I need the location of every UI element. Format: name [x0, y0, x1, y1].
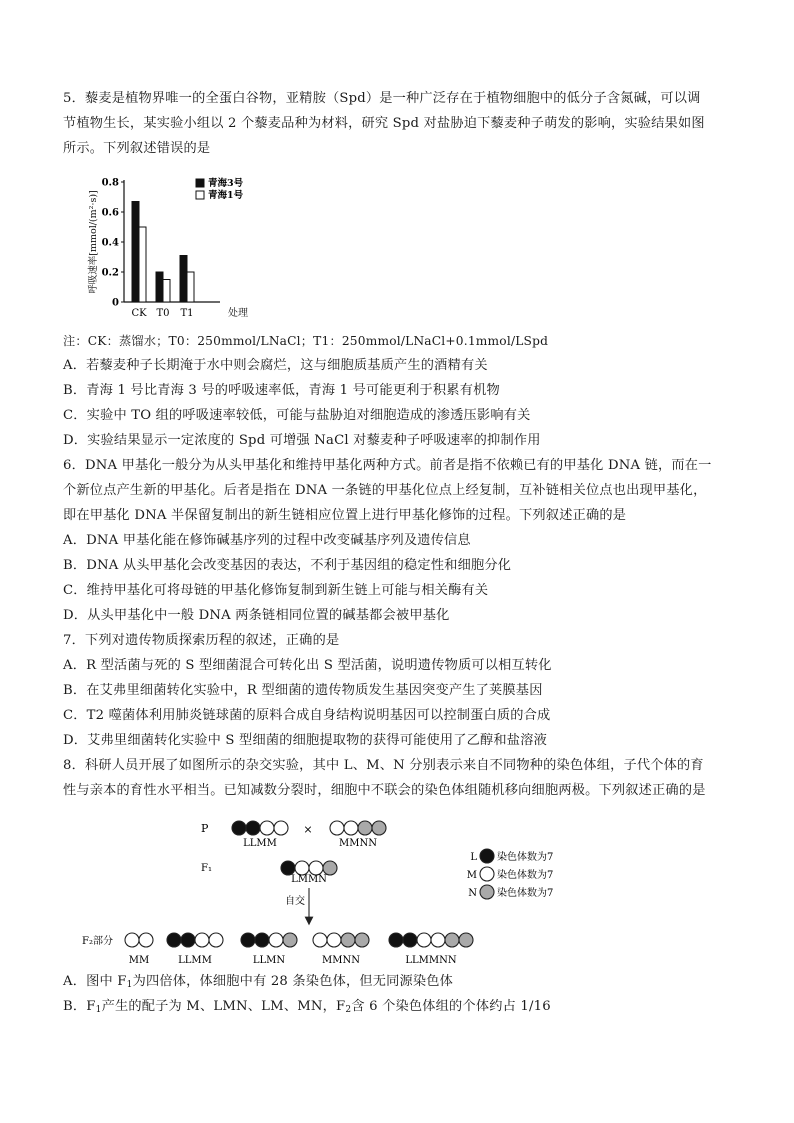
- f2-genotype: LLMN: [252, 955, 286, 966]
- q7-option-b: B．在艾弗里细菌转化实验中，R 型细菌的遗传物质发生基因突变产生了荚膜基因: [63, 683, 543, 698]
- q7-option-d: D．艾弗里细菌转化实验中 S 型细菌的细胞提取物的获得可能使用了乙醇和盐溶液: [63, 733, 547, 748]
- q6-stem-line-1: 6．DNA 甲基化一般分为从头甲基化和维持甲基化两种方式。前者是指不依赖已有的甲基化 DNA 链，而在一: [63, 458, 712, 473]
- chromosome-set-L: [232, 821, 246, 835]
- chromosome-set-N: [283, 933, 297, 947]
- q5-stem-line-3: 所示。下列叙述错误的是: [63, 141, 211, 156]
- chromosome-set-L: [167, 933, 181, 947]
- bar-CK-0: [132, 202, 139, 303]
- f2-row: [70, 925, 630, 969]
- chromosome-set-M: [125, 933, 139, 947]
- chromosome-set-M: [195, 933, 209, 947]
- cross-sign: ×: [303, 823, 313, 836]
- f2-genotype: MM: [128, 955, 150, 966]
- chromosome-set-N: [445, 933, 459, 947]
- x-tick-label: T1: [180, 308, 194, 319]
- y-tick-label: 0.8: [101, 177, 119, 189]
- q8-option-b-sub-2: 2: [345, 1005, 352, 1015]
- q8-stem-line-2: 性与亲本的育性水平相当。已知减数分裂时，细胞中不联会的染色体组随机移向细胞两极。下列叙述正确的是: [63, 783, 706, 798]
- legend-key: N: [468, 888, 477, 899]
- f2-genotype: LLMM: [178, 955, 212, 966]
- y-tick-label: 0.6: [101, 207, 119, 219]
- chart-x-axis: [131, 308, 193, 319]
- chromosome-set-N: [341, 933, 355, 947]
- q8-option-b-text-2: 产生的配子为 M、LMN、LM、MN，F: [101, 999, 346, 1014]
- q5-option-b: B．青海 1 号比青海 3 号的呼吸速率低，青海 1 号可能更利于积累有机物: [63, 383, 500, 398]
- parent1-chromosome-sets: [232, 821, 288, 835]
- bar-T0-1: [163, 280, 170, 303]
- q8-option-b-text-1: B．F: [63, 999, 96, 1014]
- parent2-label: MMNN: [339, 838, 377, 849]
- f1-genotype: LMMN: [291, 874, 327, 885]
- chart-legend: [196, 177, 244, 201]
- legend-text: 染色体数为7: [497, 870, 554, 881]
- chromosome-set-M: [431, 933, 445, 947]
- chart-xlabel: 处理: [228, 308, 248, 319]
- chromosome-set-M: [295, 861, 309, 875]
- chromosome-set-L: [281, 861, 295, 875]
- parent2-chromosome-sets: [330, 821, 386, 835]
- chromosome-set-N: [323, 861, 337, 875]
- q6-option-a: A．DNA 甲基化能在修饰碱基序列的过程中改变碱基序列及遗传信息: [63, 533, 471, 548]
- q5-option-d: D．实验结果显示一定浓度的 Spd 可增强 NaCl 对藜麦种子呼吸速率的抑制作用: [63, 433, 541, 448]
- q7-option-a: A．R 型活菌与死的 S 型细菌混合可转化出 S 型活菌，说明遗传物质可以相互转化: [63, 658, 552, 673]
- q5-stem-line-1: 5．藜麦是植物界唯一的全蛋白谷物，亚精胺（Spd）是一种广泛存在于植物细胞中的低分子含氮碱，可以调: [63, 91, 701, 106]
- q5-option-a: A．若藜麦种子长期淹于水中则会腐烂，这与细胞质基质产生的酒精有关: [63, 358, 488, 373]
- chromosome-set-N: [372, 821, 386, 835]
- bar-CK-1: [139, 227, 146, 302]
- q8-option-a-text-1: A．图中 F: [63, 974, 127, 989]
- q8-option-a: [63, 972, 453, 992]
- chromosome-set-L: [403, 933, 417, 947]
- chromosome-set-M: [209, 933, 223, 947]
- q6-stem-line-3: 即在甲基化 DNA 半保留复制出的新生链相应位置上进行甲基化修饰的过程。下列叙述正确的是: [63, 508, 627, 523]
- q8-option-a-sub: 1: [126, 980, 133, 990]
- f2-label: F₂部分: [82, 936, 113, 947]
- legend-swatch: [196, 179, 204, 187]
- chromosome-set-M: [309, 861, 323, 875]
- f1-chromosome-sets: [281, 861, 337, 875]
- chromosome-set-N: [358, 821, 372, 835]
- chart-bars: [132, 202, 194, 303]
- x-tick-label: CK: [131, 308, 147, 319]
- legend-label: 青海3号: [208, 178, 244, 189]
- chromosome-set-M: [330, 821, 344, 835]
- q5-note: 注：CK：蒸馏水；T0：250mmol/LNaCl；T1：250mmol/LNaCl+0.1mmol/LSpd: [63, 334, 549, 348]
- legend-text: 染色体数为7: [497, 888, 554, 899]
- parent1-label: LLMM: [243, 838, 277, 849]
- q7-stem: 7．下列对遗传物质探索历程的叙述，正确的是: [63, 633, 340, 648]
- chart-ylabel: 呼吸速率[mmol/(m²·s)]: [88, 190, 99, 294]
- bar-T0-0: [156, 272, 163, 302]
- f2-genotype: MMNN: [322, 955, 360, 966]
- q7-option-c: C．T2 噬菌体利用肺炎链球菌的原料合成自身结构说明基因可以控制蛋白质的合成: [63, 708, 551, 723]
- chromosome-set-M: [313, 933, 327, 947]
- legend-key: L: [470, 852, 477, 863]
- legend-key: M: [466, 870, 477, 881]
- y-tick-label: 0.2: [101, 267, 119, 279]
- q8-stem-line-1: 8．科研人员开展了如图所示的杂交实验，其中 L、M、N 分别表示来自不同物种的染色体组，子代个体的育: [63, 758, 704, 773]
- chromosome-set-M: [260, 821, 274, 835]
- chromosome-set-L: [246, 821, 260, 835]
- q6-option-c: C．维持甲基化可将母链的甲基化修饰复制到新生链上可能与相关酶有关: [63, 583, 489, 598]
- legend-swatch: [196, 191, 204, 199]
- legend-circle-M: [480, 867, 494, 881]
- chromosome-set-L: [389, 933, 403, 947]
- chromosome-set-M: [269, 933, 283, 947]
- chromosome-set-M: [417, 933, 431, 947]
- chromosome-set-M: [327, 933, 341, 947]
- f2-genotype: LLMMNN: [405, 955, 457, 966]
- legend-circle-N: [480, 885, 494, 899]
- q8-option-a-text-2: 为四倍体，体细胞中有 28 条染色体，但无同源染色体: [132, 974, 454, 989]
- q5-stem-line-2: 节植物生长，某实验小组以 2 个藜麦品种为材料，研究 Spd 对盐胁迫下藜麦种子萌发的影响，实验结果如图: [63, 116, 705, 131]
- bar-T1-0: [180, 256, 187, 303]
- legend-text: 染色体数为7: [497, 852, 554, 863]
- bar-T1-1: [187, 272, 194, 302]
- x-tick-label: T0: [156, 308, 170, 319]
- legend-circle-L: [480, 849, 494, 863]
- chromosome-set-M: [139, 933, 153, 947]
- chromosome-set-L: [241, 933, 255, 947]
- selfing-label: 自交: [285, 896, 305, 907]
- chromosome-set-legend: [467, 849, 554, 899]
- chromosome-set-M: [344, 821, 358, 835]
- p-label: P: [201, 822, 209, 835]
- q8-option-b-text-3: 含 6 个染色体组的个体约占 1/16: [351, 999, 551, 1014]
- chromosome-set-M: [274, 821, 288, 835]
- chromosome-set-N: [355, 933, 369, 947]
- chromosome-set-N: [459, 933, 473, 947]
- q6-option-b: B．DNA 从头甲基化会改变基因的表达，不利于基因组的稳定性和细胞分化: [63, 558, 512, 573]
- q5-option-c: C．实验中 TO 组的呼吸速率较低，可能与盐胁迫对细胞造成的渗透压影响有关: [63, 408, 531, 423]
- chromosome-set-L: [255, 933, 269, 947]
- q6-stem-line-2: 个新位点产生新的甲基化。后者是指在 DNA 一条链的甲基化位点上经复制，互补链相关位点也出现甲基化，: [63, 483, 707, 498]
- f2-offspring: [125, 933, 473, 966]
- respiration-rate-chart: [72, 168, 272, 328]
- q8-option-b-sub-1: 1: [95, 1005, 102, 1015]
- y-tick-label: 0.4: [101, 237, 119, 249]
- q6-option-d: D．从头甲基化中一般 DNA 两条链相同位置的碱基都会被甲基化: [63, 608, 450, 623]
- chromosome-set-L: [181, 933, 195, 947]
- q8-option-b: [63, 997, 551, 1017]
- f1-label: F₁: [201, 863, 212, 874]
- legend-label: 青海1号: [208, 190, 244, 201]
- y-tick-label: 0: [112, 297, 119, 309]
